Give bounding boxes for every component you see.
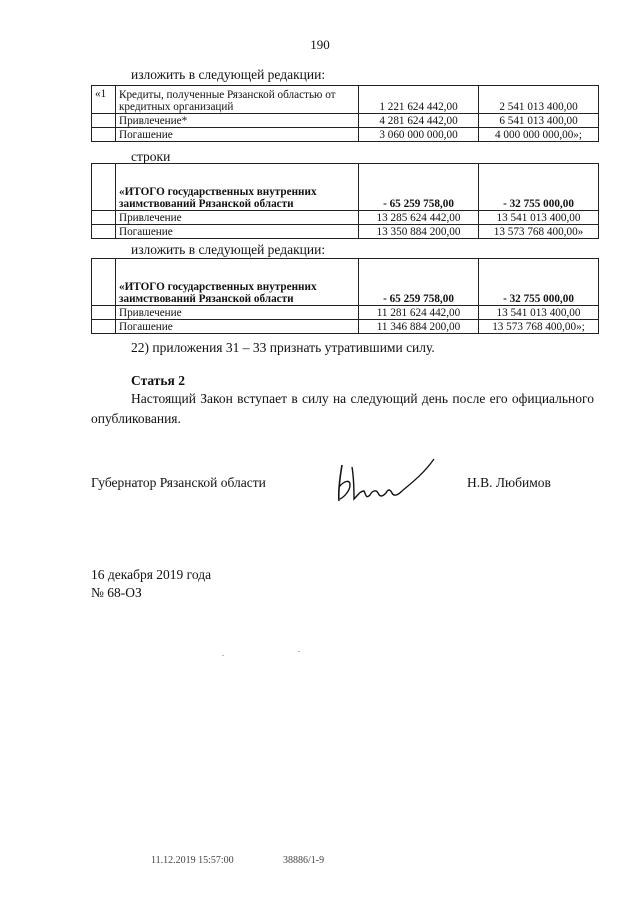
signatory-position: Губернатор Рязанской области <box>91 475 266 490</box>
row-value-2: - 32 755 000,00 <box>479 259 599 306</box>
signature-image <box>330 455 442 511</box>
table-row <box>92 259 599 306</box>
footer-code: 38886/1-9 <box>283 855 325 866</box>
scan-speck <box>222 655 224 656</box>
row-value-2: 13 573 768 400,00» <box>479 225 599 239</box>
intro-text-2: строки <box>131 149 171 164</box>
document-date: 16 декабря 2019 года <box>91 567 212 582</box>
table-row <box>92 211 599 225</box>
row-value-1: 11 346 884 200,00 <box>359 320 479 334</box>
table-row <box>92 320 599 334</box>
table-row <box>92 114 599 128</box>
intro-text-3: изложить в следующей редакции: <box>131 242 326 257</box>
table-totals-old <box>91 163 599 239</box>
row-value-1: 3 060 000 000,00 <box>359 128 479 142</box>
row-value-1: - 65 259 758,00 <box>359 259 479 306</box>
footer-timestamp: 11.12.2019 15:57:00 <box>151 855 234 866</box>
table-totals-new <box>91 258 599 334</box>
table-credits-1 <box>91 85 599 142</box>
row-marker <box>92 114 116 128</box>
row-marker: «1 <box>92 86 116 114</box>
row-value-1: 11 281 624 442,00 <box>359 306 479 320</box>
row-value-2: 4 000 000 000,00»; <box>479 128 599 142</box>
row-value-2: 2 541 013 400,00 <box>479 86 599 114</box>
row-marker <box>92 306 116 320</box>
row-value-1: - 65 259 758,00 <box>359 164 479 211</box>
scan-speck <box>298 651 300 652</box>
row-value-2: 6 541 013 400,00 <box>479 114 599 128</box>
signatory-name: Н.В. Любимов <box>467 475 551 490</box>
row-label: Кредиты, полученные Рязанской областью от кредитных организаций <box>116 86 359 114</box>
article-text: Настоящий Закон вступает в силу на следующий день после его официального опубликования. <box>91 391 594 426</box>
row-value-1: 1 221 624 442,00 <box>359 86 479 114</box>
article-title: Статья 2 <box>131 373 185 388</box>
row-marker <box>92 225 116 239</box>
row-label: «ИТОГО государственных внутренних заимствований Рязанской области <box>116 164 359 211</box>
table-row <box>92 225 599 239</box>
row-value-1: 4 281 624 442,00 <box>359 114 479 128</box>
row-label: Погашение <box>116 128 359 142</box>
row-marker <box>92 320 116 334</box>
table-row <box>92 306 599 320</box>
page-number: 190 <box>310 37 330 52</box>
intro-text-1: изложить в следующей редакции: <box>131 67 326 82</box>
point-22: 22) приложения 31 – 33 признать утратившими силу. <box>131 340 435 355</box>
table-row <box>92 86 599 114</box>
row-marker <box>92 128 116 142</box>
row-value-2: 13 573 768 400,00»; <box>479 320 599 334</box>
row-label: Привлечение <box>116 211 359 225</box>
row-label: «ИТОГО государственных внутренних заимствований Рязанской области <box>116 259 359 306</box>
row-marker <box>92 164 116 211</box>
row-marker <box>92 259 116 306</box>
row-label: Погашение <box>116 320 359 334</box>
row-value-2: 13 541 013 400,00 <box>479 211 599 225</box>
row-label: Привлечение <box>116 306 359 320</box>
table-row <box>92 128 599 142</box>
row-label: Привлечение* <box>116 114 359 128</box>
row-value-2: 13 541 013 400,00 <box>479 306 599 320</box>
table-row <box>92 164 599 211</box>
row-value-2: - 32 755 000,00 <box>479 164 599 211</box>
row-value-1: 13 285 624 442,00 <box>359 211 479 225</box>
document-number: № 68-ОЗ <box>91 585 142 600</box>
row-marker <box>92 211 116 225</box>
row-label: Погашение <box>116 225 359 239</box>
row-value-1: 13 350 884 200,00 <box>359 225 479 239</box>
